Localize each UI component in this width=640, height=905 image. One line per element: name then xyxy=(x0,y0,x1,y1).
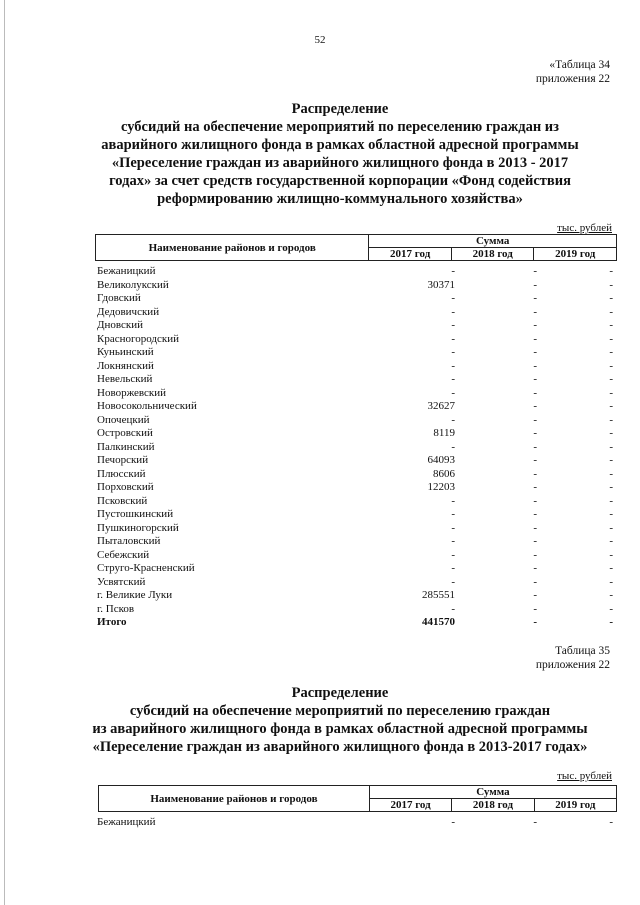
total-row xyxy=(97,616,617,630)
value-2017: 8606 xyxy=(433,467,455,480)
table-row xyxy=(97,468,617,482)
value-2018: - xyxy=(533,521,537,534)
value-2019: - xyxy=(609,359,613,372)
title-line: Распределение xyxy=(291,101,389,117)
value-2018: - xyxy=(533,562,537,574)
region-name: Локнянский xyxy=(97,359,154,372)
value-2017: - xyxy=(451,521,455,534)
value-2018: - xyxy=(533,575,537,588)
table-row xyxy=(97,603,617,617)
value-2019: - xyxy=(609,440,613,453)
region-name: Красногородский xyxy=(97,332,180,345)
region-name: Порховский xyxy=(97,481,154,493)
value-2019: - xyxy=(609,278,613,291)
region-name: Великолукский xyxy=(97,278,169,291)
title-line: годах» за счет средств государственной корпорации «Фонд содействия xyxy=(109,173,571,189)
table-row xyxy=(97,535,617,549)
table-row xyxy=(97,400,617,414)
header-name-col: Наименование районов и городов xyxy=(96,235,369,261)
value-2017: - xyxy=(451,508,455,520)
table-row xyxy=(97,549,617,563)
value-2018: - xyxy=(533,454,537,466)
value-2019: - xyxy=(609,346,613,358)
region-name: Пыталовский xyxy=(97,535,161,547)
value-2019: - xyxy=(609,562,613,574)
table-row xyxy=(97,508,617,522)
value-2019: - xyxy=(609,616,613,628)
header-name-col: Наименование районов и городов xyxy=(99,786,370,812)
value-2018: - xyxy=(533,589,537,601)
region-name: Дедовичский xyxy=(97,305,160,318)
value-2018: - xyxy=(533,319,537,331)
table-row xyxy=(97,454,617,468)
value-2019: - xyxy=(609,575,613,588)
table35-title xyxy=(60,684,620,756)
value-2017: - xyxy=(451,305,455,318)
region-name: Бежаницкий xyxy=(97,816,156,828)
value-2019: - xyxy=(609,481,613,493)
region-name: Пушкиногорский xyxy=(97,521,179,534)
table34-ref-line: приложения 22 xyxy=(535,73,610,85)
value-2017: 441570 xyxy=(422,616,455,628)
value-2017: - xyxy=(451,332,455,345)
value-2017: - xyxy=(451,265,455,277)
value-2017: - xyxy=(451,602,455,615)
region-name: г. Великие Луки xyxy=(97,589,173,601)
value-2017: - xyxy=(451,816,455,828)
value-2018: - xyxy=(533,535,537,547)
value-2018: - xyxy=(533,548,537,561)
table-row xyxy=(97,481,617,495)
value-2017: - xyxy=(451,494,455,507)
value-2019: - xyxy=(609,602,613,615)
region-name: Бежаницкий xyxy=(97,265,156,277)
table34-header xyxy=(95,234,617,261)
region-name: Палкинский xyxy=(97,440,155,453)
value-2019: - xyxy=(609,305,613,318)
header-2017: 2017 год xyxy=(369,248,452,261)
value-2018: - xyxy=(533,373,537,385)
table-row xyxy=(97,360,617,374)
value-2019: - xyxy=(609,386,613,399)
table-row xyxy=(97,373,617,387)
value-2017: - xyxy=(451,319,455,331)
table35-header xyxy=(98,785,617,812)
header-2017: 2017 год xyxy=(369,799,451,812)
value-2019: - xyxy=(609,467,613,480)
value-2019: - xyxy=(609,427,613,439)
value-2018: - xyxy=(533,508,537,520)
value-2019: - xyxy=(609,816,613,828)
value-2019: - xyxy=(609,265,613,277)
value-2017: - xyxy=(451,535,455,547)
table-row xyxy=(97,346,617,360)
title-line: Распределение xyxy=(291,685,389,701)
page-edge xyxy=(4,0,5,905)
title-line: из аварийного жилищного фонда в рамках областной адресной программы xyxy=(92,721,588,737)
table-row xyxy=(97,279,617,293)
value-2017: - xyxy=(451,346,455,358)
region-name: Дновский xyxy=(97,319,144,331)
value-2018: - xyxy=(533,413,537,426)
region-name: Островский xyxy=(97,427,153,439)
table-row xyxy=(97,816,617,830)
region-name: Опочецкий xyxy=(97,413,150,426)
value-2019: - xyxy=(609,319,613,331)
table-row xyxy=(97,576,617,590)
title-line: «Переселение граждан из аварийного жилищного фонда в 2013 - 2017 xyxy=(111,155,569,171)
value-2018: - xyxy=(533,386,537,399)
table-row xyxy=(97,414,617,428)
value-2019: - xyxy=(609,413,613,426)
region-name: Плюсский xyxy=(97,467,146,480)
region-name: Новосокольнический xyxy=(97,400,197,412)
value-2019: - xyxy=(609,494,613,507)
value-2018: - xyxy=(533,305,537,318)
table34-body xyxy=(97,265,617,630)
value-2017: - xyxy=(451,562,455,574)
table-row xyxy=(97,306,617,320)
value-2019: - xyxy=(609,332,613,345)
value-2018: - xyxy=(533,265,537,277)
table35-units: тыс. рублей xyxy=(557,770,612,782)
value-2018: - xyxy=(533,816,537,828)
value-2018: - xyxy=(533,346,537,358)
header-sum: Сумма xyxy=(369,235,617,248)
value-2018: - xyxy=(533,494,537,507)
value-2019: - xyxy=(609,454,613,466)
title-line: аварийного жилищного фонда в рамках областной адресной программы xyxy=(101,137,579,153)
value-2018: - xyxy=(533,602,537,615)
value-2018: - xyxy=(533,440,537,453)
title-line: «Переселение граждан из аварийного жилищного фонда в 2013-2017 годах» xyxy=(92,739,588,755)
region-name: Пустошкинский xyxy=(97,508,174,520)
value-2019: - xyxy=(609,535,613,547)
value-2017: - xyxy=(451,440,455,453)
value-2019: - xyxy=(609,521,613,534)
table-row xyxy=(97,387,617,401)
header-2018: 2018 год xyxy=(451,248,534,261)
value-2019: - xyxy=(609,400,613,412)
value-2017: - xyxy=(451,386,455,399)
table-row xyxy=(97,427,617,441)
region-name: Усвятский xyxy=(97,575,146,588)
table34-ref-line: «Таблица 34 xyxy=(549,59,610,71)
table34-reference xyxy=(536,58,610,86)
table-row xyxy=(97,522,617,536)
value-2017: - xyxy=(451,548,455,561)
table-row xyxy=(97,562,617,576)
region-name: Печорский xyxy=(97,454,149,466)
value-2017: 64093 xyxy=(427,454,455,466)
table35-reference xyxy=(536,644,610,672)
value-2017: 30371 xyxy=(427,278,455,291)
header-2018: 2018 год xyxy=(452,799,534,812)
value-2018: - xyxy=(533,400,537,412)
value-2018: - xyxy=(533,359,537,372)
table35-ref-line: приложения 22 xyxy=(535,659,610,671)
value-2018: - xyxy=(533,616,537,628)
title-line: реформированию жилищно-коммунального хозяйства» xyxy=(157,191,523,207)
region-name: Новоржевский xyxy=(97,386,167,399)
table-row xyxy=(97,319,617,333)
value-2019: - xyxy=(609,589,613,601)
value-2018: - xyxy=(533,278,537,291)
value-2017: - xyxy=(451,373,455,385)
table-row xyxy=(97,441,617,455)
value-2017: - xyxy=(451,413,455,426)
value-2017: 285551 xyxy=(422,589,455,601)
value-2017: - xyxy=(451,292,455,304)
value-2017: 12203 xyxy=(427,481,455,493)
region-name: Итого xyxy=(97,616,127,628)
value-2019: - xyxy=(609,292,613,304)
title-line: субсидий на обеспечение мероприятий по переселению граждан xyxy=(129,703,551,719)
value-2019: - xyxy=(609,373,613,385)
value-2017: - xyxy=(451,575,455,588)
region-name: г. Псков xyxy=(97,602,135,615)
value-2018: - xyxy=(533,292,537,304)
table35-body xyxy=(97,816,617,830)
value-2019: - xyxy=(609,548,613,561)
header-2019: 2019 год xyxy=(534,248,617,261)
header-sum: Сумма xyxy=(369,786,616,799)
region-name: Куньинский xyxy=(97,346,154,358)
value-2017: - xyxy=(451,359,455,372)
table35-ref-line: Таблица 35 xyxy=(555,645,610,657)
table34-units: тыс. рублей xyxy=(557,222,612,234)
value-2018: - xyxy=(533,481,537,493)
region-name: Псковский xyxy=(97,494,148,507)
title-line: субсидий на обеспечение мероприятий по переселению граждан из xyxy=(120,119,559,135)
table34-title xyxy=(60,100,620,208)
table-row xyxy=(97,333,617,347)
header-2019: 2019 год xyxy=(534,799,616,812)
table-row xyxy=(97,265,617,279)
value-2019: - xyxy=(609,508,613,520)
table-row xyxy=(97,589,617,603)
value-2017: 32627 xyxy=(427,400,455,412)
table-row xyxy=(97,292,617,306)
value-2018: - xyxy=(533,467,537,480)
region-name: Гдовский xyxy=(97,292,141,304)
region-name: Невельский xyxy=(97,373,153,385)
value-2017: 8119 xyxy=(433,427,455,439)
region-name: Струго-Красненский xyxy=(97,562,195,574)
table-row xyxy=(97,495,617,509)
page-number: 52 xyxy=(314,34,326,46)
region-name: Себежский xyxy=(97,548,150,561)
value-2018: - xyxy=(533,332,537,345)
value-2018: - xyxy=(533,427,537,439)
